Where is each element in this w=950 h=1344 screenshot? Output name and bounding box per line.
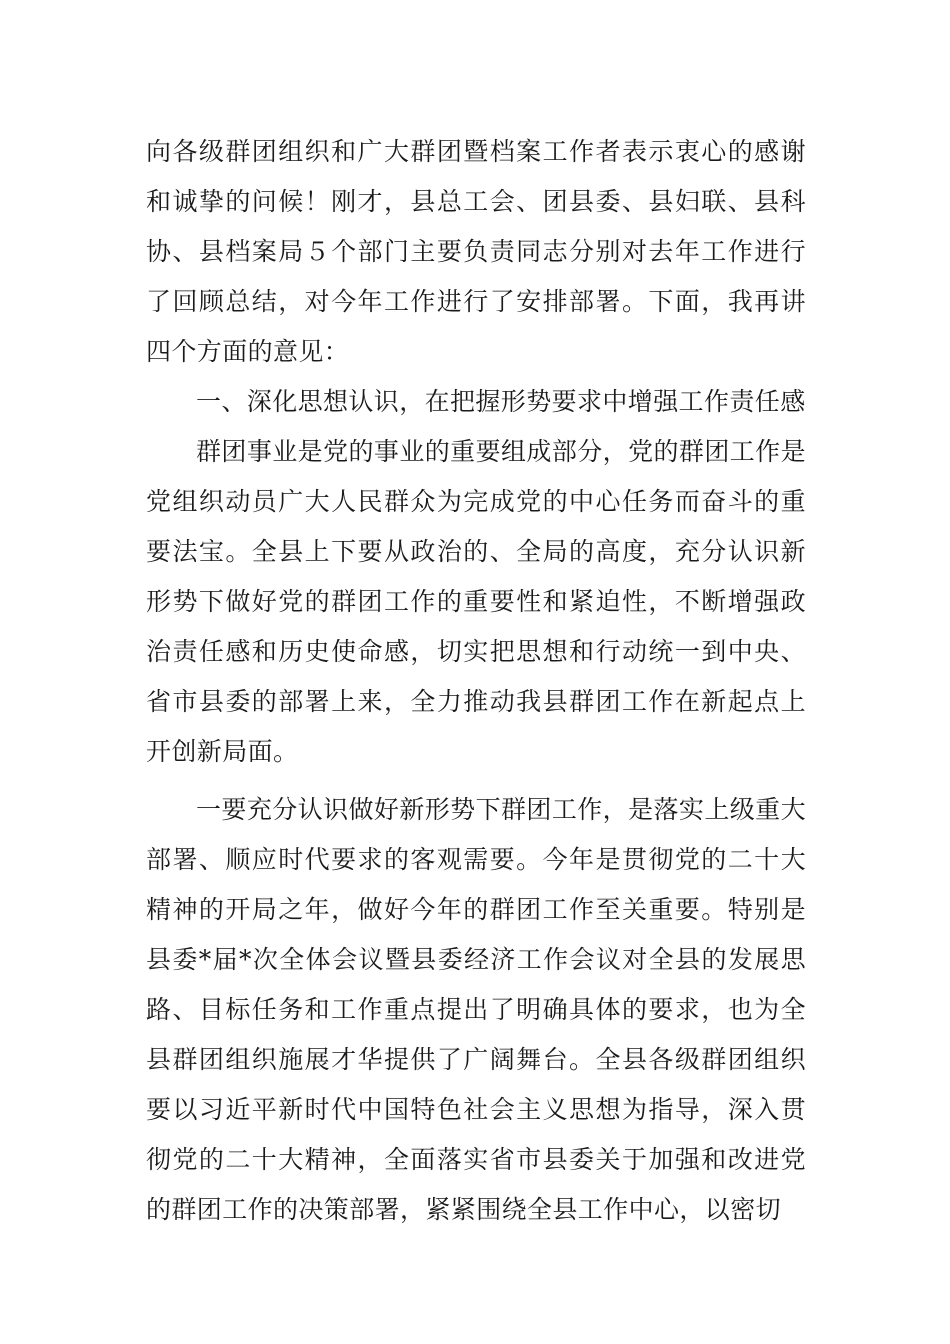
- paragraph-continuation: 向各级群团组织和广大群团暨档案工作者表示衷心的感谢和诚挚的问候！刚才，县总工会、团县委、县妇联、县科协、县档案局５个部门主要负责同志分别对去年工作进行了回顾总结，对今年工作进行了安排部署。下面，我再讲四个方面的意见：: [146, 137, 806, 366]
- section-heading-1: 一、深化思想认识，在把握形势要求中增强工作责任感: [196, 387, 806, 416]
- paragraph-body-2: 一要充分认识做好新形势下群团工作，是落实上级重大部署、顺应时代要求的客观需要。今年是贯彻党的二十大精神的开局之年，做好今年的群团工作至关重要。特别是县委*届*次全体会议暨县委经济工作会议对全县的发展思路、目标任务和工作重点提出了明确具体的要求，也为全县群团组织施展才华提供了广阔舞台。全县各级群团组织要以习近平新时代中国特色社会主义思想为指导，深入贯彻党的二十大精神，全面落实省市县委关于加强和改进党的群团工作的决策部署，紧紧围绕全县工作中心，以密切: [146, 795, 806, 1224]
- document-body: [146, 127, 806, 1235]
- paragraph-body-1: 群团事业是党的事业的重要组成部分，党的群团工作是党组织动员广大人民群众为完成党的中心任务而奋斗的重要法宝。全县上下要从政治的、全局的高度，充分认识新形势下做好党的群团工作的重要性和紧迫性，不断增强政治责任感和历史使命感，切实把思想和行动统一到中央、省市县委的部署上来，全力推动我县群团工作在新起点上开创新局面。: [146, 437, 806, 766]
